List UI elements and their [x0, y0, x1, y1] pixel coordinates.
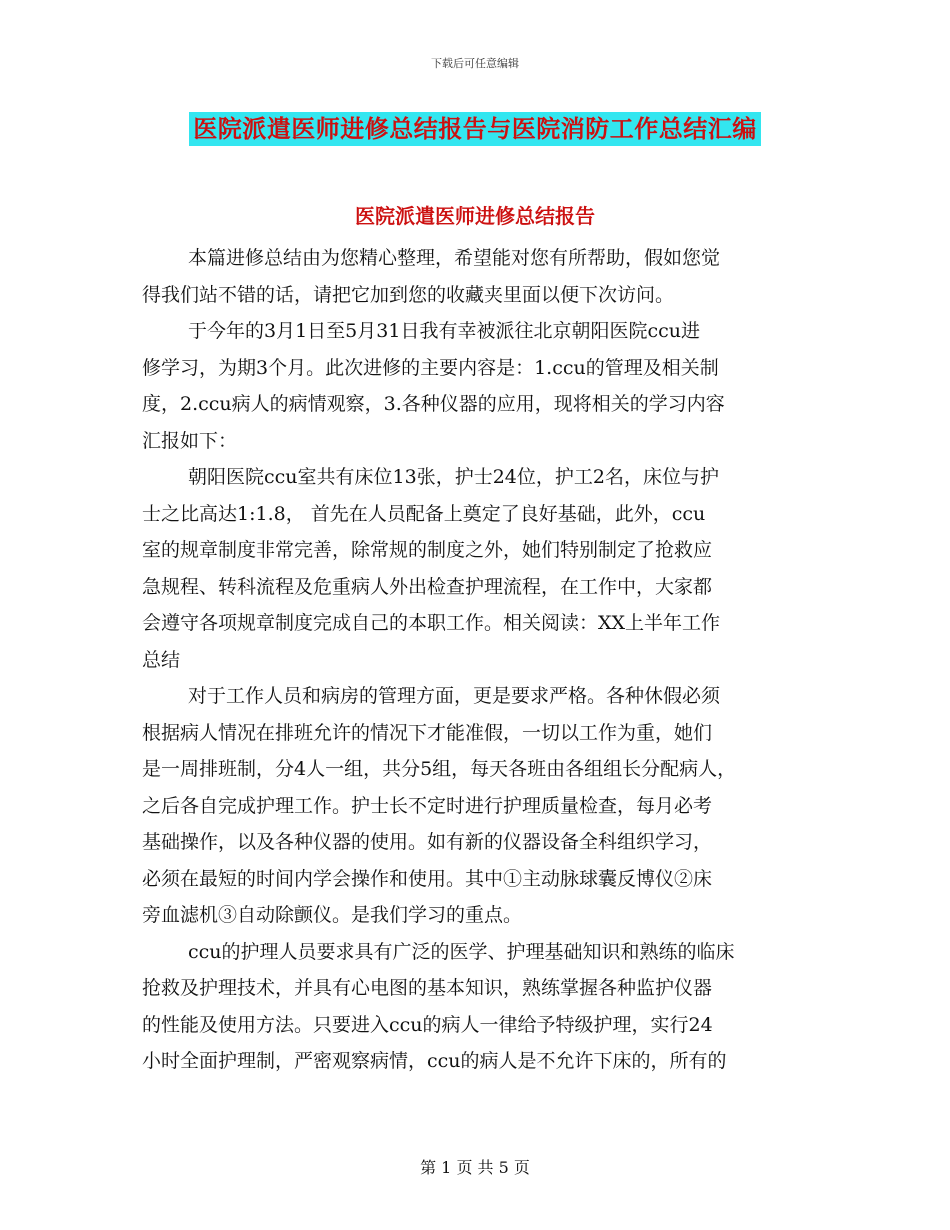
text-line: 抢救及护理技术，并具有心电图的基本知识，熟练掌握各种监护仪器: [142, 977, 713, 999]
text-line: 小时全面护理制，严密观察病情，ccu的病人是不允许下床的，所有的: [142, 1050, 727, 1072]
text-line: 度，2.ccu病人的病情观察，3.各种仪器的应用，现将相关的学习内容: [142, 393, 725, 415]
text-line: 之后各自完成护理工作。护士长不定时进行护理质量检查，每月必考: [142, 794, 713, 817]
text-line: 汇报如下：: [142, 429, 238, 452]
text-line: ccu的护理人员要求具有广泛的医学、护理基础知识和熟练的临床: [188, 940, 735, 963]
body-text: [142, 240, 810, 1080]
text-line: 朝阳医院ccu室共有床位13张，护士24位，护工2名，床位与护: [188, 466, 719, 488]
text-line: 根据病人情况在排班允许的情况下才能准假，一切以工作为重，她们: [142, 721, 713, 744]
paragraph: [142, 240, 810, 313]
text-line: 会遵守各项规章制度完成自己的本职工作。相关阅读：XX上半年工作: [142, 612, 721, 634]
section-title: 医院派遣医师进修总结报告: [355, 204, 595, 228]
text-line: 总结: [142, 648, 181, 671]
paragraph: [142, 678, 810, 934]
text-line: 旁血滤机③自动除颤仪。是我们学习的重点。: [142, 904, 523, 926]
document-title: 医院派遣医师进修总结报告与医院消防工作总结汇编: [189, 112, 761, 146]
text-line: 于今年的3月1日至5月31日我有幸被派往北京朝阳医院ccu进: [188, 320, 700, 342]
main-title-container: [0, 112, 950, 146]
text-line: 急规程、转科流程及危重病人外出检查护理流程，在工作中，大家都: [142, 575, 713, 598]
header-note: 下载后可任意编辑: [431, 57, 519, 70]
text-line: 修学习，为期3个月。此次进修的主要内容是：1.ccu的管理及相关制: [142, 356, 719, 379]
text-line: 对于工作人员和病房的管理方面，更是要求严格。各种休假必须: [188, 685, 721, 707]
text-line: 基础操作，以及各种仪器的使用。如有新的仪器设备全科组织学习，: [142, 831, 713, 853]
page-footer: 第 1 页 共 5 页: [420, 1158, 530, 1177]
text-line: 是一周排班制，分4人一组，共分5组，每天各班由各组组长分配病人，: [142, 758, 737, 780]
text-line: 得我们站不错的话，请把它加到您的收藏夹里面以便下次访问。: [142, 283, 675, 306]
paragraph: [142, 934, 810, 1080]
paragraph: [142, 313, 810, 459]
paragraph: [142, 459, 810, 678]
text-line: 的性能及使用方法。只要进入ccu的病人一律给予特级护理，实行24: [142, 1013, 713, 1036]
text-line: 室的规章制度非常完善，除常规的制度之外，她们特别制定了抢救应: [142, 539, 713, 561]
text-line: 必须在最短的时间内学会操作和使用。其中①主动脉球囊反博仪②床: [142, 867, 713, 890]
text-line: 本篇进修总结由为您精心整理，希望能对您有所帮助，假如您觉: [188, 247, 721, 269]
text-line: 士之比高达1:1.8， 首先在人员配备上奠定了良好基础，此外，ccu: [142, 502, 706, 525]
